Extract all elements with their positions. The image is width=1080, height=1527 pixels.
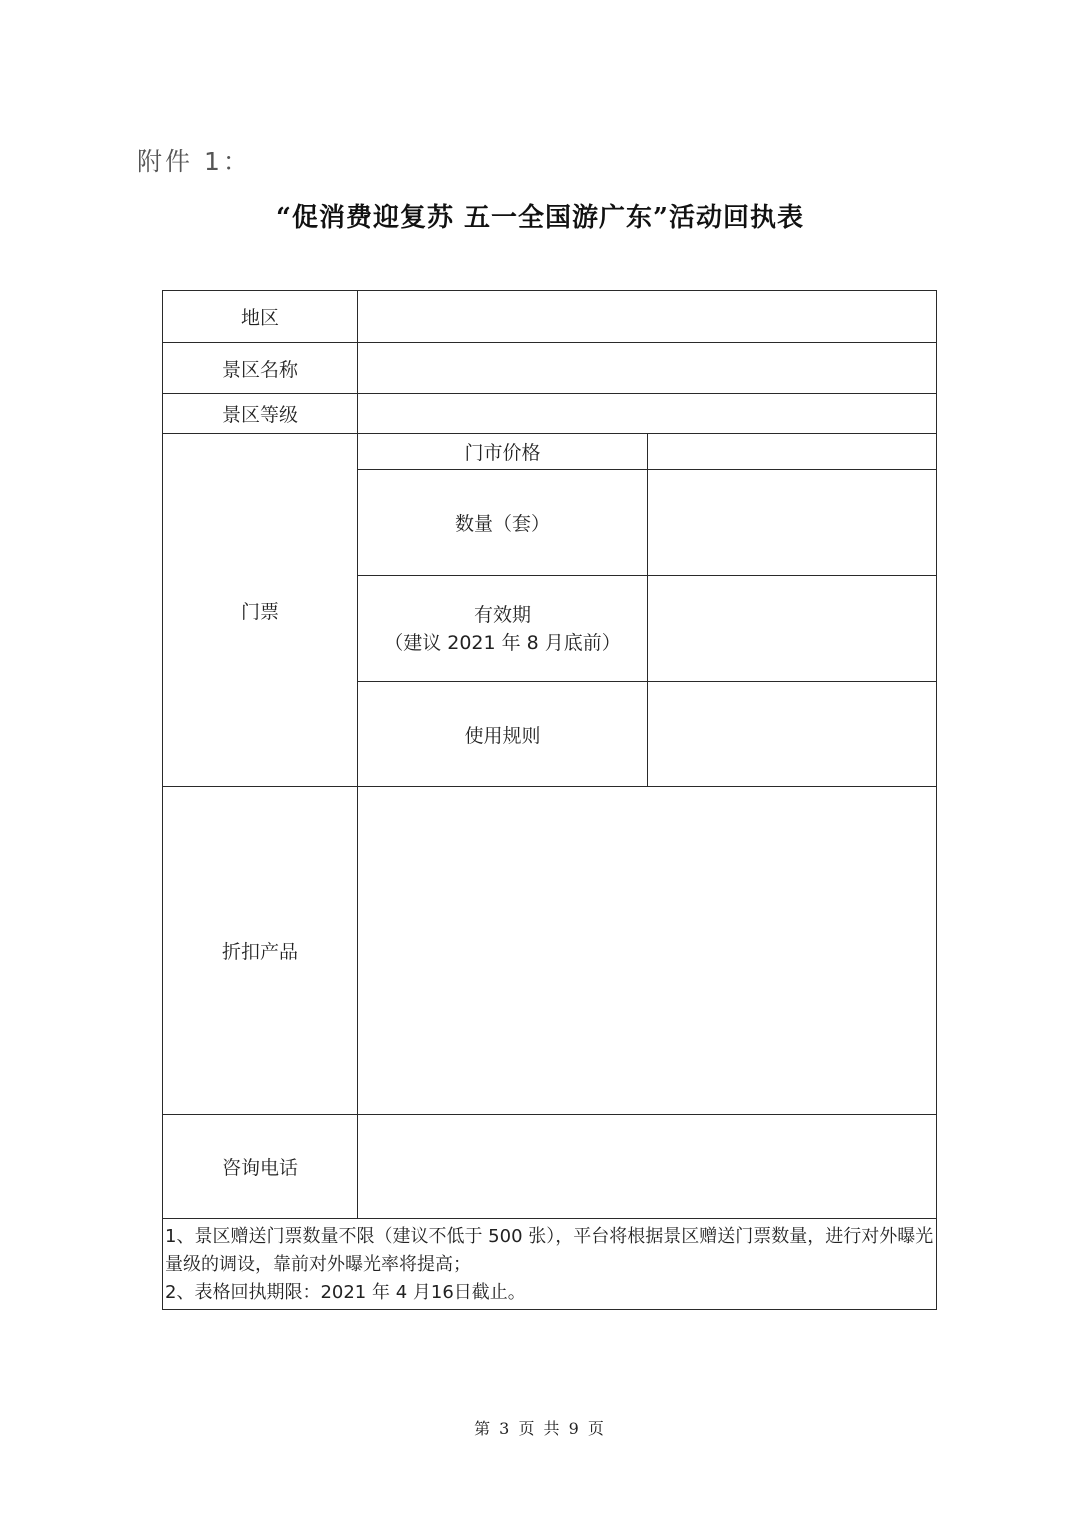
ticket-price-label: 门市价格 xyxy=(358,434,648,470)
ticket-rules-field[interactable] xyxy=(648,682,937,787)
ticket-validity-label: 有效期 xyxy=(473,603,531,626)
discount-product-label: 折扣产品 xyxy=(163,787,358,1115)
notes-cell xyxy=(163,1219,937,1310)
consult-phone-field[interactable] xyxy=(358,1115,937,1219)
region-label: 地区 xyxy=(163,291,358,343)
form-title: “促消费迎复苏 五一全国游广东”活动回执表 xyxy=(276,203,804,233)
note-item: 2、表格回执期限：2021 年 4 月16日截止。 xyxy=(165,1282,526,1303)
ticket-price-field[interactable] xyxy=(648,434,937,470)
scenic-level-field[interactable] xyxy=(358,394,937,434)
scenic-level-label: 景区等级 xyxy=(163,394,358,434)
region-field[interactable] xyxy=(358,291,937,343)
ticket-validity-cell xyxy=(358,576,648,682)
ticket-validity-note: （建议 2021 年 8 月底前） xyxy=(384,631,621,654)
ticket-label: 门票 xyxy=(163,434,358,787)
scenic-name-field[interactable] xyxy=(358,343,937,394)
scenic-name-label: 景区名称 xyxy=(163,343,358,394)
ticket-rules-label: 使用规则 xyxy=(358,682,648,787)
consult-phone-label: 咨询电话 xyxy=(163,1115,358,1219)
ticket-quantity-label: 数量（套） xyxy=(358,470,648,576)
ticket-validity-field[interactable] xyxy=(648,576,937,682)
page-number: 第 3 页 共 9 页 xyxy=(474,1419,606,1438)
note-item: 1、景区赠送门票数量不限（建议不低于 500 张），平台将根据景区赠送门票数量，进行对外曝光量级的调设，靠前对外曝光率将提高； xyxy=(165,1226,934,1275)
attachment-label: 附件 1： xyxy=(137,147,251,176)
ticket-quantity-field[interactable] xyxy=(648,470,937,576)
receipt-form-table xyxy=(162,290,937,1310)
discount-product-field[interactable] xyxy=(358,787,937,1115)
